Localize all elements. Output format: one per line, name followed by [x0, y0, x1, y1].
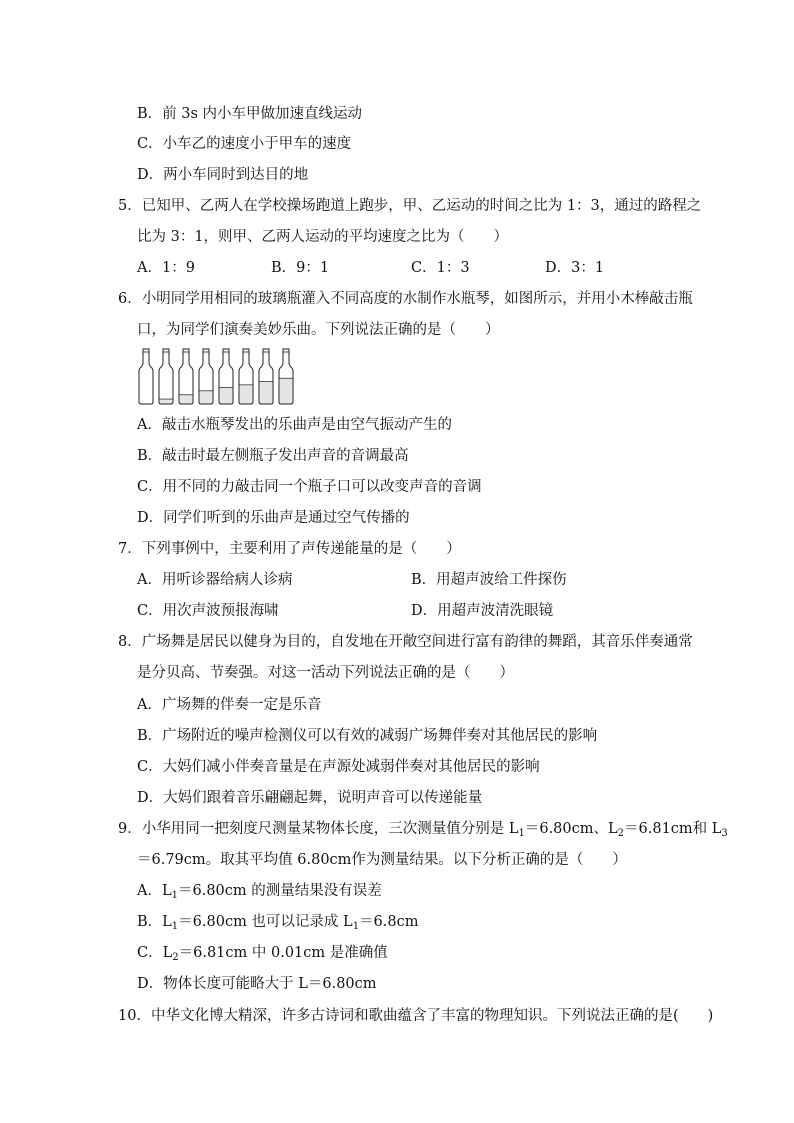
q4-option-b: B．前 3s 内小车甲做加速直线运动	[137, 106, 363, 122]
water-bottle	[199, 349, 213, 404]
q5-option-a: A．1：9	[137, 260, 195, 276]
q7-option-a: A．用听诊器给病人诊病	[137, 572, 293, 588]
q9-stem-line2: ＝6.79cm。取其平均值 6.80cm作为测量结果。以下分析正确的是（ ）	[137, 852, 627, 868]
q8-option-d: D．大妈们跟着音乐翩翩起舞，说明声音可以传递能量	[137, 790, 483, 806]
q8-stem-line2: 是分贝高、节奏强。对这一活动下列说法正确的是（ ）	[137, 665, 514, 681]
q8-option-c: C．大妈们减小伴奏音量是在声源处减弱伴奏对其他居民的影响	[137, 759, 540, 775]
q5-stem-line1: 5．已知甲、乙两人在学校操场跑道上跑步，甲、乙运动的时间之比为 1：3，通过的路程之	[118, 198, 702, 214]
q9-stem-line1: 9．小华用同一把刻度尺测量某物体长度，三次测量值分别是 $L_1=6.80cm$、$L_2=6.81cm$和 $L_3$	[118, 821, 728, 839]
q6-stem-line1: 6．小明同学用相同的玻璃瓶灌入不同高度的水制作水瓶琴，如图所示，并用小木棒敲击瓶	[118, 291, 693, 307]
q4-option-d: D．两小车同时到达目的地	[137, 167, 309, 183]
water-bottle	[139, 349, 153, 404]
q7-option-c: C．用次声波预报海啸	[137, 603, 279, 619]
water-bottle	[279, 349, 293, 404]
q6-option-c: C．用不同的力敲击同一个瓶子口可以改变声音的音调	[137, 479, 482, 495]
q5-stem-line2: 比为 3：1，则甲、乙两人运动的平均速度之比为（ ）	[137, 229, 509, 245]
q6-option-a: A．敲击水瓶琴发出的乐曲声是由空气振动产生的	[137, 417, 452, 433]
water-bottle	[239, 349, 253, 404]
q6-option-d: D．同学们听到的乐曲声是通过空气传播的	[137, 510, 410, 526]
q6-stem-line2: 口，为同学们演奏美妙乐曲。下列说法正确的是（ ）	[137, 322, 500, 338]
q7-option-b: B．用超声波给工件探伤	[411, 572, 567, 588]
q5-option-d: D．3：1	[545, 260, 605, 276]
water-bottle	[259, 349, 273, 404]
q8-option-a: A．广场舞的伴奏一定是乐音	[137, 697, 322, 713]
q10-stem: 10．中华文化博大精深，许多古诗词和歌曲蕴含了丰富的物理知识。下列说法正确的是( )	[118, 1008, 714, 1024]
water-bottle	[179, 349, 193, 404]
q9-option-d: D．物体长度可能略大于 L＝6.80cm	[137, 976, 377, 992]
water-bottle-figure	[137, 347, 295, 407]
q9-option-a: A．$L_1=6.80cm$ 的测量结果没有误差	[137, 883, 382, 901]
q7-stem: 7．下列事例中，主要利用了声传递能量的是（ ）	[118, 541, 461, 557]
q5-option-c: C．1：3	[411, 260, 470, 276]
water-bottle	[219, 349, 233, 404]
q8-option-b: B．广场附近的噪声检测仪可以有效的减弱广场舞伴奏对其他居民的影响	[137, 728, 598, 744]
water-bottle	[159, 349, 173, 404]
q7-option-d: D．用超声波清洗眼镜	[411, 603, 554, 619]
q6-option-b: B．敲击时最左侧瓶子发出声音的音调最高	[137, 448, 409, 464]
q4-option-c: C．小车乙的速度小于甲车的速度	[137, 136, 352, 152]
q9-option-b: B．$L_1=6.80cm$ 也可以记录成 $L_1=6.8cm$	[137, 914, 419, 932]
q8-stem-line1: 8．广场舞是居民以健身为目的，自发地在开敞空间进行富有韵律的舞蹈，其音乐伴奏通常	[118, 634, 693, 650]
q5-option-b: B．9：1	[271, 260, 330, 276]
q9-option-c: C．$L_2=6.81cm$ 中 0.01cm 是准确值	[137, 945, 388, 963]
